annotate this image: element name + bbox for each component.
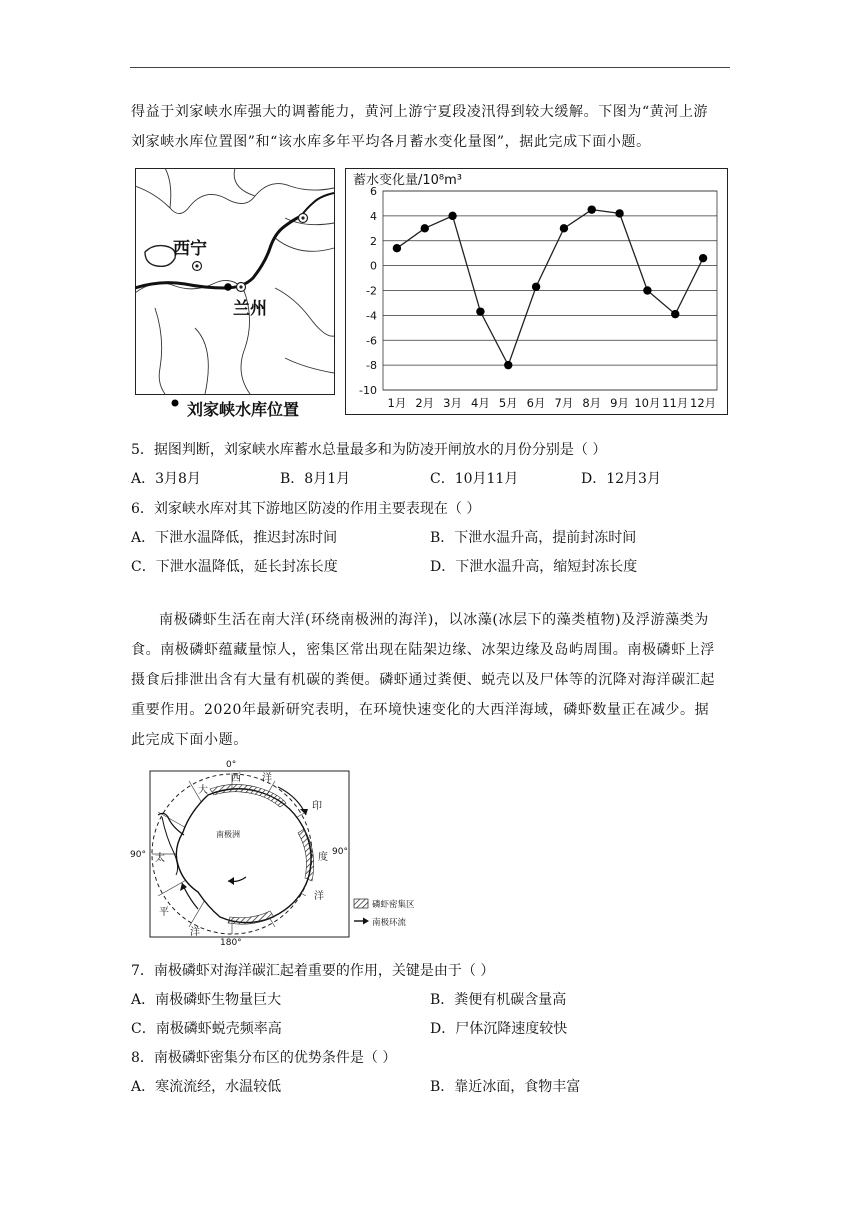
q5-option-d[interactable]: D．12月3月 [581, 471, 661, 487]
ocean-xi: 西 [231, 773, 241, 784]
x-tick-label: 4月 [471, 396, 490, 410]
reservoir-dot-icon [224, 283, 232, 291]
q8-stem: 8．南极磷虾密集分布区的优势条件是（ ） [131, 1050, 397, 1066]
y-tick-label: -8 [366, 359, 377, 373]
city-xining: 西宁 [173, 239, 207, 259]
legend-arrow-icon [363, 918, 369, 925]
data-point [615, 209, 623, 217]
q7-option-b[interactable]: B．粪便有机碳含量高 [430, 992, 567, 1008]
data-point [421, 224, 429, 232]
x-tick-label: 10月 [634, 396, 661, 410]
x-tick-label: 3月 [443, 396, 462, 410]
passage2-line1: 南极磷虾生活在南大洋(环绕南极洲的海洋)，以冰藻(冰层下的藻类植物)及浮游藻类为 [159, 612, 709, 628]
map1-legend-label: 刘家峡水库位置 [187, 400, 300, 419]
antarctic-krill-map [128, 757, 418, 949]
passage1-line2: 刘家峡水库位置图”和“该水库多年平均各月蓄水变化量图”，据此完成下面小题。 [131, 134, 651, 150]
passage2-line2: 食。南极磷虾蕴藏量惊人，密集区常出现在陆架边缘、冰架边缘及岛屿周围。南极磷虾上浮 [131, 642, 715, 658]
storage-change-chart [345, 168, 728, 420]
data-point [671, 310, 679, 318]
passage2-line4: 重要作用。2020年最新研究表明，在环境快速变化的大西洋海域，磷虾数量正在减少。据 [131, 702, 710, 718]
x-tick-label: 1月 [387, 396, 407, 410]
passage1-line1: 得益于刘家峡水库强大的调蓄能力，黄河上游宁夏段凌汛得到较大缓解。下图为“黄河上游 [131, 104, 709, 120]
data-point [588, 205, 596, 213]
y-tick-label: -10 [359, 384, 377, 397]
y-tick-label: -6 [366, 334, 377, 348]
q5-option-c[interactable]: C．10月11月 [430, 471, 519, 487]
x-tick-label: 8月 [582, 396, 602, 410]
q6-option-a[interactable]: A．下泄水温降低，推迟封冻时间 [131, 530, 338, 546]
legend-current-label: 南极环流 [372, 918, 407, 928]
ocean-du: 度 [318, 852, 328, 863]
passage2-line5: 此完成下面小题。 [131, 732, 248, 748]
continent-label: 南极洲 [216, 830, 240, 839]
chart-title: 蓄水变化量/10⁸m³ [353, 173, 463, 188]
x-tick-label: 6月 [526, 396, 546, 410]
data-point [699, 254, 707, 262]
x-tick-label: 9月 [610, 396, 629, 410]
data-point [448, 212, 456, 220]
y-tick-label: 0 [370, 259, 377, 273]
legend-dot-icon [172, 400, 179, 407]
q5-stem: 5．据图判断，刘家峡水库蓄水总量最多和为防凌开闸放水的月份分别是（ ） [131, 442, 607, 458]
q7-option-a[interactable]: A．南极磷虾生物量巨大 [131, 992, 282, 1008]
header-rule [130, 67, 730, 68]
y-tick-label: 6 [370, 185, 377, 198]
ocean-da: 大 [198, 785, 208, 796]
ocean-tai: 太 [155, 853, 165, 864]
q6-option-b[interactable]: B．下泄水温升高，提前封冻时间 [430, 530, 637, 546]
y-tick-label: 4 [370, 209, 377, 223]
ocean-yang-3: 洋 [190, 927, 200, 938]
q6-option-d[interactable]: D．下泄水温升高，缩短封冻长度 [430, 559, 638, 575]
lon-90w-label: 90° [130, 850, 146, 860]
x-tick-label: 11月 [662, 396, 689, 410]
y-tick-label: -4 [366, 309, 377, 323]
q7-option-c[interactable]: C．南极磷虾蜕壳频率高 [131, 1021, 282, 1037]
q7-option-d[interactable]: D．尸体沉降速度较快 [430, 1021, 568, 1037]
ocean-yin: 印 [312, 801, 322, 812]
x-tick-label: 2月 [415, 396, 435, 410]
passage2-line3: 摄食后排泄出含有大量有机碳的粪便。磷虾通过粪便、蜕壳以及尸体等的沉降对海洋碳汇起 [131, 672, 715, 688]
q8-option-a[interactable]: A．寒流流经，水温较低 [131, 1079, 282, 1095]
data-point [476, 307, 484, 315]
q6-stem: 6．刘家峡水库对其下游地区防凌的作用主要表现在（ ） [131, 501, 481, 517]
data-point [643, 286, 651, 294]
data-point [504, 361, 512, 369]
q7-stem: 7．南极磷虾对海洋碳汇起着重要的作用，关键是由于（ ） [131, 963, 495, 979]
q8-option-b[interactable]: B．靠近冰面，食物丰富 [430, 1079, 581, 1095]
y-tick-label: -2 [366, 284, 377, 298]
data-point [560, 224, 568, 232]
legend-krill-label: 磷虾密集区 [372, 900, 415, 910]
x-tick-label: 7月 [554, 396, 574, 410]
data-point [393, 244, 401, 252]
liujiaxia-location-map [135, 168, 335, 420]
ocean-ping: 平 [159, 907, 169, 918]
q5-option-a[interactable]: A．3月8月 [131, 471, 201, 487]
lon-0-label: 0° [226, 760, 237, 770]
x-tick-label: 12月 [690, 396, 717, 410]
city-lanzhou: 兰州 [233, 299, 267, 319]
q5-option-b[interactable]: B．8月1月 [280, 471, 351, 487]
q6-option-c[interactable]: C．下泄水温降低，延长封冻长度 [131, 559, 338, 575]
x-tick-label: 5月 [498, 396, 518, 410]
y-tick-label: 2 [370, 234, 377, 248]
lon-90e-label: 90° [332, 847, 348, 857]
ocean-yang-1: 洋 [262, 773, 272, 784]
ocean-yang-2: 洋 [314, 891, 324, 902]
data-point [532, 283, 540, 291]
legend-krill-swatch [354, 899, 368, 908]
lon-180-label: 180° [220, 938, 242, 948]
